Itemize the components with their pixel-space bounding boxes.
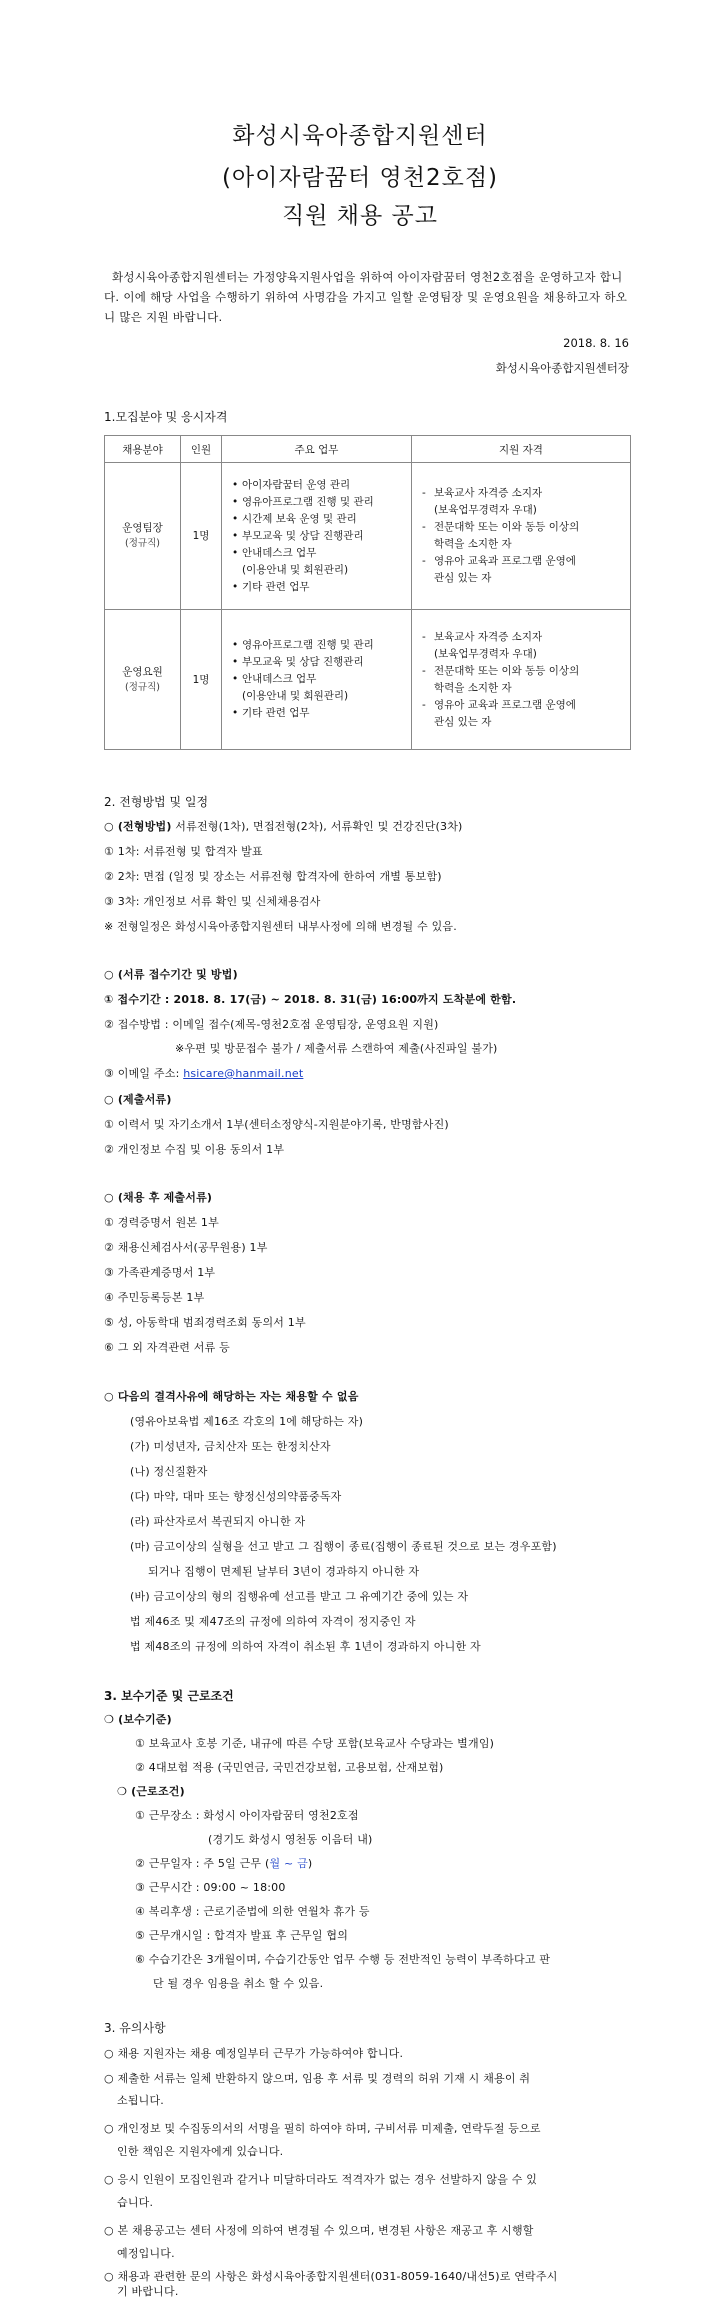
note-item: 습니다.	[117, 2196, 154, 2209]
recruit-table	[104, 435, 631, 750]
list-item: • 기타 관련 업무	[232, 579, 407, 596]
field-cell	[105, 610, 181, 750]
title-branch: (아이자람꿈터 영천2호점)	[221, 165, 499, 191]
disqualification-item: (가) 미성년자, 금치산자 또는 한정치산자	[130, 1440, 331, 1453]
intro-paragraph: 화성시육아종합지원센터는 가정양육지원사업을 위하여 아이자람꿈터 영천2호점을 운영하고자 합니다. 이에 해당 사업을 수행하기 위하여 사명감을 가지고 일할 운영팀장 및 운영요원을 채용하고자 하오니 많은 지원 바랍니다.	[104, 270, 628, 324]
title-center: 화성시육아종합지원센터	[232, 123, 488, 149]
field-name: 운영팀장	[122, 522, 163, 534]
quals-cell	[412, 463, 631, 610]
email-link[interactable]: hsicare@hanmail.net	[183, 1067, 304, 1080]
work-item: (경기도 화성시 영천동 이음터 내)	[208, 1833, 373, 1846]
work-item: ③ 근무시간 : 09:00 ~ 18:00	[135, 1881, 286, 1894]
table-row	[105, 610, 631, 750]
after-docs-item: ② 채용신체검사서(공무원용) 1부	[104, 1241, 268, 1254]
pay-item: ② 4대보험 적용 (국민연금, 국민건강보험, 고용보험, 산재보험)	[135, 1761, 444, 1774]
field-name: 운영요원	[122, 665, 163, 678]
step-3: ③ 3차: 개인정보 서류 확인 및 신체채용검사	[104, 895, 321, 908]
list-item: - 전문대학 또는 이와 동등 이상의	[420, 519, 626, 536]
after-docs-item: ④ 주민등록등본 1부	[104, 1291, 205, 1304]
notice-date: 2018. 8. 16	[563, 336, 629, 350]
disqualification-item: (나) 정신질환자	[130, 1465, 208, 1478]
section4-title: 3. 유의사항	[104, 2021, 166, 2035]
list-item: (보육업무경력자 우대)	[434, 504, 537, 516]
list-item: • 영유아프로그램 진행 및 관리	[232, 494, 407, 511]
list-item: (이용안내 및 회원관리)	[242, 690, 349, 702]
receipt-note: ※우편 및 방문접수 불가 / 제출서류 스캔하여 제출(사진파일 불가)	[175, 1042, 498, 1055]
disqualification-item: (영유아보육법 제16조 각호의 1에 해당하는 자)	[130, 1415, 364, 1428]
disqualification-item: (다) 마약, 대마 또는 향정신성의약품중독자	[130, 1490, 342, 1503]
disqualification-item: (마) 금고이상의 실형을 선고 받고 그 집행이 종료(집행이 종료된 것으로 보는 경우포함)	[130, 1540, 557, 1553]
list-item: • 아이자람꿈터 운영 관리	[232, 477, 407, 494]
disqualification-title: ○ 다음의 결격사유에 해당하는 자는 채용할 수 없음	[104, 1390, 359, 1403]
quals-cell	[412, 610, 631, 750]
schedule-note: ※ 전형일정은 화성시육아종합지원센터 내부사정에 의해 변경될 수 있음.	[104, 920, 457, 933]
list-item: - 보육교사 자격증 소지자	[420, 485, 626, 502]
list-item: - 보육교사 자격증 소지자	[420, 629, 626, 646]
list-item: - 전문대학 또는 이와 동등 이상의	[420, 663, 626, 680]
disqualification-item: 법 제48조의 규정에 의하여 자격이 취소된 후 1년이 경과하지 아니한 자	[130, 1640, 481, 1653]
list-item: • 시간제 보육 운영 및 관리	[232, 511, 407, 528]
work-days-range: 월 ~ 금	[269, 1857, 308, 1870]
disqualification-item: (바) 금고이상의 형의 집행유예 선고를 받고 그 유예기간 중에 있는 자	[130, 1590, 469, 1603]
note-item: 기 바랍니다.	[117, 2285, 179, 2298]
list-item: 관심 있는 자	[434, 715, 492, 728]
work-item: ⑤ 근무개시일 : 합격자 발표 후 근무일 협의	[135, 1929, 349, 1942]
field-cell	[105, 463, 181, 610]
list-item: • 안내데스크 업무	[232, 671, 407, 688]
list-item: 관심 있는 자	[434, 572, 492, 584]
docs-item: ② 개인정보 수집 및 이용 동의서 1부	[104, 1143, 285, 1156]
receipt-period: ① 접수기간 : 2018. 8. 17(금) ~ 2018. 8. 31(금) 16:00까지 도착분에 한함.	[104, 993, 517, 1006]
header-count: 인원	[181, 436, 222, 463]
list-item: (이용안내 및 회원관리)	[242, 563, 349, 576]
duties-cell	[222, 610, 412, 750]
email-line	[104, 1065, 303, 1081]
receipt-title: ○ (서류 접수기간 및 방법)	[104, 968, 238, 981]
list-item: • 기타 관련 업무	[232, 705, 407, 722]
docs-item: ① 이력서 및 자기소개서 1부(센터소정양식-지원분야기록, 반명함사진)	[104, 1118, 449, 1131]
section3-title: 3. 보수기준 및 근로조건	[104, 1689, 234, 1703]
note-item: ○ 본 채용공고는 센터 사정에 의하여 변경될 수 있으며, 변경된 사항은 재공고 후 시행할	[104, 2224, 534, 2237]
note-item: ○ 응시 인원이 모집인원과 같거나 미달하더라도 적격자가 없는 경우 선발하지 않을 수 있	[104, 2173, 538, 2186]
step-1: ① 1차: 서류전형 및 합격자 발표	[104, 845, 263, 858]
selection-method-text: 서류전형(1차), 면접전형(2차), 서류확인 및 건강진단(3차)	[171, 820, 463, 833]
work-days-label: ② 근무일자 : 주 5일 근무 (	[135, 1857, 270, 1870]
docs-title: ○ (제출서류)	[104, 1093, 172, 1106]
list-item: 학력을 소지한 자	[434, 538, 512, 550]
note-item: ○ 채용과 관련한 문의 사항은 화성시육아종합지원센터(031-8059-1640/내선5)로 연락주시	[104, 2270, 558, 2283]
after-docs-item: ① 경력증명서 원본 1부	[104, 1216, 219, 1229]
notice-org: 화성시육아종합지원센터장	[495, 361, 629, 375]
work-item: ⑥ 수습기간은 3개월이며, 수습기간동안 업무 수행 등 전반적인 능력이 부족하다고 판	[135, 1953, 551, 1966]
note-item: ○ 개인정보 및 수집동의서의 서명을 필히 하여야 하며, 구비서류 미제출, 연락두절 등으로	[104, 2122, 541, 2135]
header-duties: 주요 업무	[222, 436, 412, 463]
note-item: ○ 채용 지원자는 채용 예정일부터 근무가 가능하여야 합니다.	[104, 2047, 404, 2060]
list-item: • 영유아프로그램 진행 및 관리	[232, 637, 407, 654]
disqualification-item: (라) 파산자로서 복권되지 아니한 자	[130, 1515, 306, 1528]
list-item: - 영유아 교육과 프로그램 운영에	[420, 697, 626, 714]
step-2: ② 2차: 면접 (일정 및 장소는 서류전형 합격자에 한하여 개별 통보함)	[104, 870, 442, 883]
work-days	[135, 1855, 312, 1871]
section1-title: 1.모집분야 및 응시자격	[104, 410, 228, 424]
after-docs-item: ⑤ 성, 아동학대 범죄경력조회 동의서 1부	[104, 1316, 306, 1329]
note-item: 인한 책임은 지원자에게 있습니다.	[117, 2145, 284, 2158]
work-title: ❍ (근로조건)	[117, 1785, 185, 1798]
after-docs-item: ③ 가족관계증명서 1부	[104, 1266, 216, 1279]
duties-cell	[222, 463, 412, 610]
list-item: - 영유아 교육과 프로그램 운영에	[420, 553, 626, 570]
field-type: (정규직)	[125, 538, 160, 549]
after-docs-title: ○ (채용 후 제출서류)	[104, 1191, 213, 1204]
table-row	[105, 463, 631, 610]
section2-title: 2. 전형방법 및 일정	[104, 795, 209, 809]
email-label: ③ 이메일 주소:	[104, 1067, 184, 1080]
count-cell: 1명	[181, 463, 222, 610]
work-item: ① 근무장소 : 화성시 아이자람꿈터 영천2호점	[135, 1809, 359, 1822]
note-item: 예정입니다.	[117, 2247, 175, 2260]
work-item: ④ 복리후생 : 근로기준법에 의한 연월차 휴가 등	[135, 1905, 370, 1918]
list-item: 학력을 소지한 자	[434, 681, 512, 694]
note-item: 소됩니다.	[117, 2094, 165, 2107]
title-notice: 직원 채용 공고	[282, 203, 438, 229]
selection-method	[104, 818, 463, 834]
pay-item: ① 보육교사 호봉 기준, 내규에 따른 수당 포함(보육교사 수당과는 별개임)	[135, 1737, 495, 1750]
note-item: ○ 제출한 서류는 일체 반환하지 않으며, 임용 후 서류 및 경력의 허위 기재 시 채용이 취	[104, 2072, 531, 2085]
disqualification-item: 법 제46조 및 제47조의 규정에 의하여 자격이 정지중인 자	[130, 1615, 416, 1628]
list-item: • 부모교육 및 상담 진행관리	[232, 654, 407, 671]
list-item: • 안내데스크 업무	[232, 545, 407, 562]
receipt-method: ② 접수방법 : 이메일 접수(제목-영천2호점 운영팀장, 운영요원 지원)	[104, 1018, 439, 1031]
header-quals: 지원 자격	[412, 436, 631, 463]
after-docs-item: ⑥ 그 외 자격관련 서류 등	[104, 1341, 230, 1354]
selection-method-label: ○ (전형방법)	[104, 820, 172, 833]
pay-title: ❍ (보수기준)	[104, 1713, 172, 1726]
count-cell: 1명	[181, 610, 222, 750]
work-item: 단 될 경우 임용을 취소 할 수 있음.	[153, 1977, 324, 1990]
header-field: 채용분야	[105, 436, 181, 463]
list-item: • 부모교육 및 상담 진행관리	[232, 528, 407, 545]
table-header-row	[105, 436, 631, 463]
work-days-close: )	[307, 1857, 313, 1870]
field-type: (정규직)	[125, 681, 160, 693]
disqualification-item: 되거나 집행이 면제된 날부터 3년이 경과하지 아니한 자	[148, 1565, 420, 1578]
list-item: (보육업무경력자 우대)	[434, 647, 537, 660]
